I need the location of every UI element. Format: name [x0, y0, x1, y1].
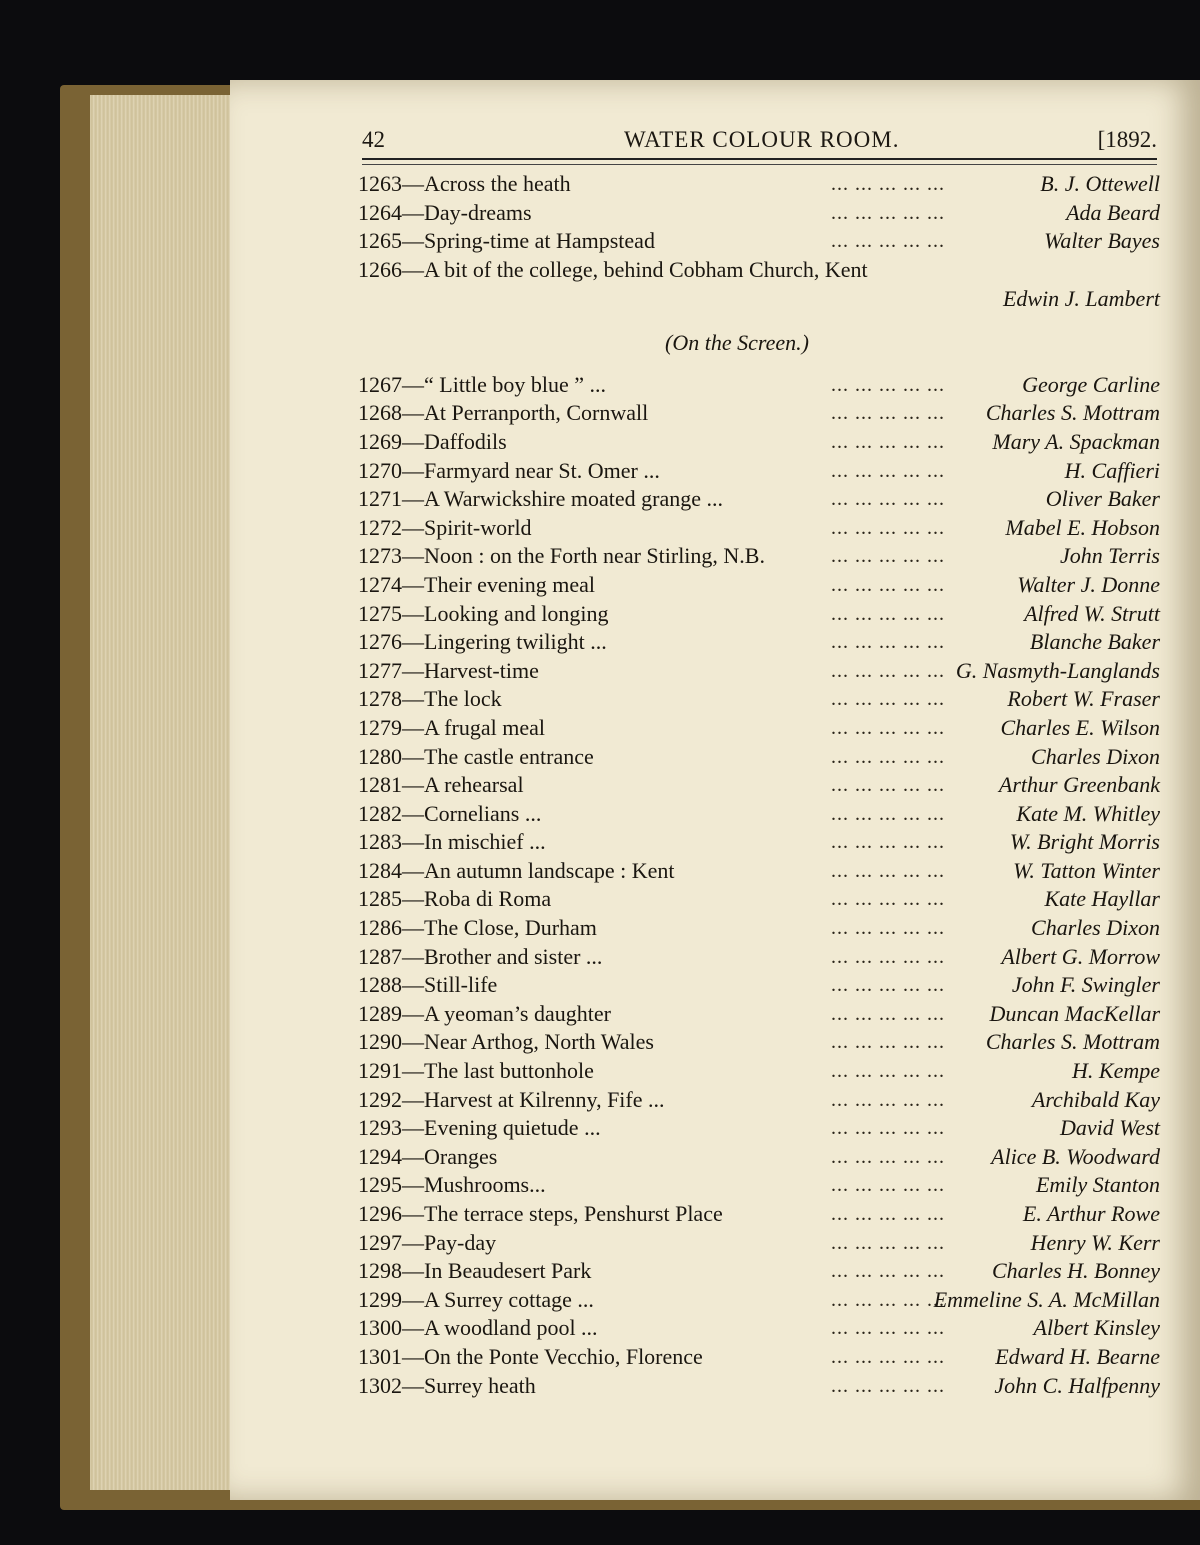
catalogue-entry: ... ... ... ... ... 1273—Noon : on the Forth near Stirling, N.B. John Terris: [358, 542, 1160, 571]
catalogue-entry: ... ... ... ... ... 1294—Oranges Alice B. Woodward: [358, 1143, 1160, 1172]
catalogue-entry: ... ... ... ... ... 1278—The lock Robert W. Fraser: [358, 685, 1160, 714]
leader-dots: ... ... ... ... ...: [831, 888, 945, 911]
header-rule-thin: [362, 164, 1157, 165]
entry-number: 1272: [358, 514, 402, 540]
entry-title: Pay-day: [424, 1229, 497, 1255]
leader-dots: ... ... ... ... ...: [831, 516, 945, 539]
entry-title: A Warwickshire moated grange ...: [424, 486, 724, 512]
catalogue-entry-long-artist: [358, 285, 1160, 315]
entry-artist: Emily Stanton: [1035, 1172, 1160, 1198]
entry-title: Still-life: [424, 972, 498, 998]
leader-dots: ... ... ... ... ...: [831, 173, 945, 195]
entry-artist: John C. Halfpenny: [994, 1372, 1160, 1398]
year-marker: [1892.: [1097, 127, 1157, 152]
entry-number: 1273: [358, 543, 402, 569]
entry-artist: Mary A. Spackman: [992, 428, 1160, 454]
entry-artist: Blanche Baker: [1029, 629, 1160, 655]
leader-dots: ... ... ... ... ...: [831, 1002, 945, 1025]
catalogue-entry: ... ... ... ... ... 1288—Still-life John F. Swingler: [358, 971, 1160, 1000]
leader-dots: ... ... ... ... ...: [831, 1317, 945, 1340]
leader-dots: ... ... ... ... ...: [831, 917, 945, 940]
catalogue-entry: ... ... ... ... ... 1280—The castle entrance Charles Dixon: [358, 743, 1160, 772]
entry-number: 1268: [358, 400, 402, 426]
entry-number: 1278: [358, 686, 402, 712]
entry-number: 1269: [358, 428, 402, 454]
entry-number: 1275: [358, 600, 402, 626]
leader-dots: ... ... ... ... ...: [831, 430, 945, 453]
entry-number: 1285: [358, 886, 402, 912]
entry-artist: Robert W. Fraser: [1007, 686, 1160, 712]
entry-title: The lock: [424, 686, 502, 712]
catalogue-entry: ... ... ... ... ... 1267—“ Little boy blue ” ... George Carline: [358, 371, 1160, 400]
leader-dots: ... ... ... ... ...: [831, 688, 945, 711]
catalogue-entry: ... ... ... ... ... 1283—In mischief ... W. Bright Morris: [358, 828, 1160, 857]
entry-artist: G. Nasmyth-Langlands: [955, 657, 1160, 683]
entry-artist: Charles H. Bonney: [991, 1258, 1160, 1284]
entry-title: Lingering twilight ...: [424, 629, 607, 655]
entry-artist: John F. Swingler: [1011, 972, 1160, 998]
entry-number: 1300: [358, 1315, 402, 1341]
catalogue-entry: ... ... ... ... ... 1277—Harvest-time G. Nasmyth-Langlands: [358, 657, 1160, 686]
entry-title: Cornelians ...: [424, 800, 542, 826]
entry-artist: Kate M. Whitley: [1016, 800, 1160, 826]
entry-title: A woodland pool ...: [424, 1315, 598, 1341]
entry-number: 1282: [358, 800, 402, 826]
entry-number: 1291: [358, 1058, 402, 1084]
entry-title: “ Little boy blue ” ...: [424, 371, 607, 397]
entry-artist: Arthur Greenbank: [998, 772, 1160, 798]
catalogue-entry: ... ... ... ... ... 1269—Daffodils Mary A. Spackman: [358, 428, 1160, 457]
leader-dots: ... ... ... ... ...: [831, 1088, 945, 1111]
entry-number: 1274: [358, 571, 402, 597]
leader-dots: ... ... ... ... ...: [831, 1345, 945, 1368]
catalogue-entry: ... ... ... ... ... 1276—Lingering twilight ... Blanche Baker: [358, 628, 1160, 657]
entry-number: 1296: [358, 1201, 402, 1226]
entry-number: 1271: [358, 486, 402, 512]
catalogue-entry: ... ... ... ... ... 1274—Their evening meal Walter J. Donne: [358, 571, 1160, 600]
entry-number: 1284: [358, 857, 402, 883]
entry-number: 1292: [358, 1086, 402, 1112]
entry-number: 1294: [358, 1143, 402, 1169]
entry-artist: H. Kempe: [1072, 1058, 1160, 1084]
entry-title: In mischief ...: [424, 829, 546, 855]
catalogue-entry: ... ... ... ... ... 1289—A yeoman’s daughter Duncan MacKellar: [358, 1000, 1160, 1029]
entry-number: 1289: [358, 1000, 402, 1026]
header-rule: [362, 158, 1157, 160]
entry-title: Mushrooms...: [424, 1172, 546, 1198]
entry-artist: Walter J. Donne: [1017, 571, 1160, 597]
leader-dots: ... ... ... ... ...: [831, 573, 945, 596]
leader-dots: ... ... ... ... ...: [831, 831, 945, 854]
entry-artist: Albert G. Morrow: [1001, 943, 1160, 969]
catalogue-entry: ... ... ... ... ... 1298—In Beaudesert Park Charles H. Bonney: [358, 1257, 1160, 1286]
entry-group-1: [358, 170, 1160, 256]
entry-group-2: [358, 371, 1160, 1400]
entry-title: Harvest-time: [424, 657, 539, 683]
entry-title: Their evening meal: [424, 571, 596, 597]
leader-dots: ... ... ... ... ...: [831, 545, 945, 568]
entry-number: 1297: [358, 1229, 402, 1255]
entry-number: 1280: [358, 743, 402, 769]
leader-dots: ... ... ... ... ...: [831, 1174, 945, 1197]
entry-artist: Charles Dixon: [1031, 915, 1160, 941]
catalogue-entry: ... ... ... ... ... 1290—Near Arthog, North Wales Charles S. Mottram: [358, 1028, 1160, 1057]
leader-dots: ... ... ... ... ...: [831, 459, 945, 482]
catalogue-entry-long: 1266—A bit of the college, behind Cobham Church, Kent: [358, 256, 868, 282]
entry-title: The terrace steps, Penshurst Place: [424, 1201, 723, 1226]
entry-title: A frugal meal: [424, 714, 545, 740]
entry-title: Noon : on the Forth near Stirling, N.B.: [424, 543, 765, 569]
catalogue-entry: ... ... ... ... ... 1301—On the Ponte Vecchio, Florence Edward H. Bearne: [358, 1343, 1160, 1372]
entry-number: 1298: [358, 1258, 402, 1284]
entry-title: Roba di Roma: [424, 886, 552, 912]
leader-dots: ... ... ... ... ...: [831, 1117, 945, 1140]
catalogue-entry: ... ... ... ... ... 1299—A Surrey cottage ... Emmeline S. A. McMillan: [358, 1286, 1160, 1315]
entry-artist: George Carline: [1022, 371, 1160, 397]
entry-artist: B. J. Ottewell: [1040, 171, 1160, 196]
catalogue-entry: ... ... ... ... ... 1291—The last buttonhole H. Kempe: [358, 1057, 1160, 1086]
leader-dots: ... ... ... ... ...: [831, 1060, 945, 1083]
leader-dots: ... ... ... ... ...: [831, 716, 945, 739]
entry-artist: Albert Kinsley: [1033, 1315, 1160, 1341]
leader-dots: ... ... ... ... ...: [831, 1031, 945, 1054]
entry-artist: Edwin J. Lambert: [1002, 285, 1160, 311]
catalogue-entry: ... ... ... ... ... 1302—Surrey heath John C. Halfpenny: [358, 1372, 1160, 1401]
leader-dots: ... ... ... ... ...: [831, 1260, 945, 1283]
leader-dots: ... ... ... ... ...: [831, 488, 945, 511]
entry-title: Daffodils: [424, 428, 507, 454]
catalogue-entry: ... ... ... ... ... 1268—At Perranporth, Cornwall Charles S. Mottram: [358, 399, 1160, 428]
entry-artist: Alfred W. Strutt: [1024, 600, 1160, 626]
catalogue-entry: ... ... ... ... ... 1263—Across the heath B. J. Ottewell: [358, 170, 1160, 199]
leader-dots: ... ... ... ... ...: [831, 774, 945, 797]
catalogue-entry: ... ... ... ... ... 1297—Pay-day Henry W. Kerr: [358, 1229, 1160, 1258]
leader-dots: ... ... ... ... ...: [831, 602, 945, 625]
catalogue-entry: ... ... ... ... ... 1292—Harvest at Kilrenny, Fife ... Archibald Kay: [358, 1086, 1160, 1115]
leader-dots: ... ... ... ... ...: [831, 631, 945, 654]
entry-title: Spring-time at Hampstead: [424, 228, 655, 254]
entry-artist: Charles Dixon: [1031, 743, 1160, 769]
entry-number: 1277: [358, 657, 402, 683]
entry-artist: Charles S. Mottram: [985, 400, 1160, 426]
page-title: WATER COLOUR ROOM.: [624, 127, 900, 152]
leader-dots: ... ... ... ... ...: [831, 802, 945, 825]
leader-dots: ... ... ... ... ...: [831, 201, 945, 224]
catalogue-entry: ... ... ... ... ... 1293—Evening quietude ... David West: [358, 1114, 1160, 1143]
entry-title: The castle entrance: [424, 743, 594, 769]
leader-dots: ... ... ... ... ...: [831, 1145, 945, 1168]
page-number: 42: [362, 127, 385, 152]
entry-artist: Charles S. Mottram: [985, 1029, 1160, 1055]
catalogue-entry: ... ... ... ... ... 1287—Brother and sister ... Albert G. Morrow: [358, 943, 1160, 972]
entry-number: 1287: [358, 943, 402, 969]
entry-artist: Charles E. Wilson: [1000, 714, 1160, 740]
entry-artist: Emmeline S. A. McMillan: [933, 1286, 1160, 1312]
running-header: [362, 123, 1157, 157]
entry-title: A rehearsal: [424, 772, 524, 798]
catalogue-entry: ... ... ... ... ... 1281—A rehearsal Arthur Greenbank: [358, 771, 1160, 800]
catalogue-entry: ... ... ... ... ... 1295—Mushrooms... Emily Stanton: [358, 1171, 1160, 1200]
entry-number: 1301: [358, 1343, 402, 1369]
entry-number: 1264: [358, 199, 402, 225]
catalogue-entry: ... ... ... ... ... 1279—A frugal meal Charles E. Wilson: [358, 714, 1160, 743]
entry-artist: Duncan MacKellar: [989, 1000, 1160, 1026]
entry-title: A bit of the college, behind Cobham Church, Kent: [424, 256, 868, 282]
entry-title: Looking and longing: [424, 600, 609, 626]
catalogue-entry: ... ... ... ... ... 1275—Looking and longing Alfred W. Strutt: [358, 600, 1160, 629]
entry-artist: Kate Hayllar: [1044, 886, 1160, 912]
leader-dots: ... ... ... ... ...: [831, 1231, 945, 1254]
catalogue-entry: ... ... ... ... ... 1296—The terrace steps, Penshurst Place E. Arthur Rowe: [358, 1200, 1160, 1229]
entry-title: Near Arthog, North Wales: [424, 1029, 654, 1055]
entry-artist: Edward H. Bearne: [995, 1343, 1160, 1369]
leader-dots: ... ... ... ... ...: [831, 859, 945, 882]
leader-dots: ... ... ... ... ...: [831, 745, 945, 768]
leader-dots: ... ... ... ... ...: [831, 974, 945, 997]
entry-artist: David West: [1059, 1115, 1160, 1141]
leader-dots: ... ... ... ... ...: [831, 945, 945, 968]
entry-artist: Alice B. Woodward: [991, 1143, 1160, 1169]
entry-title: On the Ponte Vecchio, Florence: [424, 1343, 703, 1369]
entry-title: Harvest at Kilrenny, Fife ...: [424, 1086, 665, 1112]
entry-artist: W. Tatton Winter: [1013, 857, 1160, 883]
entry-title: A yeoman’s daughter: [424, 1000, 611, 1026]
entry-number: 1281: [358, 772, 402, 798]
leader-dots: ... ... ... ... ...: [831, 373, 945, 396]
entry-artist: Ada Beard: [1066, 199, 1160, 225]
entry-artist: W. Bright Morris: [1009, 829, 1160, 855]
leader-dots: ... ... ... ... ...: [831, 1374, 945, 1397]
catalogue-entry: ... ... ... ... ... 1272—Spirit-world Mabel E. Hobson: [358, 514, 1160, 543]
entry-title: Across the heath: [424, 171, 571, 196]
entry-artist: Archibald Kay: [1031, 1086, 1160, 1112]
entry-title: Brother and sister ...: [424, 943, 603, 969]
catalogue-entry: ... ... ... ... ... 1264—Day-dreams Ada Beard: [358, 199, 1160, 228]
entry-artist: E. Arthur Rowe: [1022, 1201, 1160, 1226]
entry-number: 1279: [358, 714, 402, 740]
entry-title: An autumn landscape : Kent: [424, 857, 675, 883]
entry-title: The last buttonhole: [424, 1058, 594, 1084]
catalogue-list: [358, 170, 1160, 1400]
leader-dots: ... ... ... ... ...: [831, 659, 945, 682]
entry-number: 1283: [358, 829, 402, 855]
entry-title: Evening quietude ...: [424, 1115, 601, 1141]
entry-artist: John Terris: [1059, 543, 1160, 569]
catalogue-entry: ... ... ... ... ... 1286—The Close, Durham Charles Dixon: [358, 914, 1160, 943]
catalogue-entry: ... ... ... ... ... 1284—An autumn landscape : Kent W. Tatton Winter: [358, 857, 1160, 886]
entry-title: Farmyard near St. Omer ...: [424, 457, 660, 483]
entry-number: 1265: [358, 228, 402, 254]
leader-dots: ... ... ... ... ...: [831, 402, 945, 425]
entry-number: 1302: [358, 1372, 402, 1398]
entry-number: 1270: [358, 457, 402, 483]
entry-title: Surrey heath: [424, 1372, 536, 1398]
entry-title: In Beaudesert Park: [424, 1258, 592, 1284]
entry-number: 1266: [358, 256, 402, 282]
leader-dots: ... ... ... ... ...: [831, 230, 945, 253]
entry-title: Day-dreams: [424, 199, 532, 225]
entry-number: 1276: [358, 629, 402, 655]
entry-number: 1286: [358, 915, 402, 941]
entry-number: 1290: [358, 1029, 402, 1055]
entry-title: At Perranporth, Cornwall: [424, 400, 649, 426]
catalogue-entry: ... ... ... ... ... 1300—A woodland pool ... Albert Kinsley: [358, 1314, 1160, 1343]
entry-number: 1293: [358, 1115, 402, 1141]
entry-number: 1267: [358, 371, 402, 397]
leader-dots: ... ... ... ... ...: [831, 1288, 945, 1311]
entry-artist: H. Caffieri: [1064, 457, 1160, 483]
leader-dots: ... ... ... ... ...: [831, 1203, 945, 1225]
entry-title: Oranges: [424, 1143, 498, 1169]
entry-number: 1263: [358, 171, 402, 196]
entry-title: A Surrey cottage ...: [424, 1286, 594, 1312]
entry-artist: Henry W. Kerr: [1030, 1229, 1160, 1255]
entry-number: 1299: [358, 1286, 402, 1312]
entry-number: 1288: [358, 972, 402, 998]
catalogue-entry: ... ... ... ... ... 1265—Spring-time at Hampstead Walter Bayes: [358, 227, 1160, 256]
catalogue-entry: ... ... ... ... ... 1282—Cornelians ... Kate M. Whitley: [358, 800, 1160, 829]
entry-title: The Close, Durham: [424, 915, 597, 941]
entry-artist: Walter Bayes: [1044, 228, 1160, 254]
entry-artist: Oliver Baker: [1045, 486, 1160, 512]
entry-artist: Mabel E. Hobson: [1005, 514, 1160, 540]
catalogue-entry: ... ... ... ... ... 1270—Farmyard near St. Omer ... H. Caffieri: [358, 457, 1160, 486]
catalogue-entry: ... ... ... ... ... 1271—A Warwickshire moated grange ... Oliver Baker: [358, 485, 1160, 514]
catalogue-entry: ... ... ... ... ... 1285—Roba di Roma Kate Hayllar: [358, 885, 1160, 914]
entry-title: Spirit-world: [424, 514, 532, 540]
entry-number: 1295: [358, 1172, 402, 1198]
section-subheading: (On the Screen.): [665, 329, 809, 355]
